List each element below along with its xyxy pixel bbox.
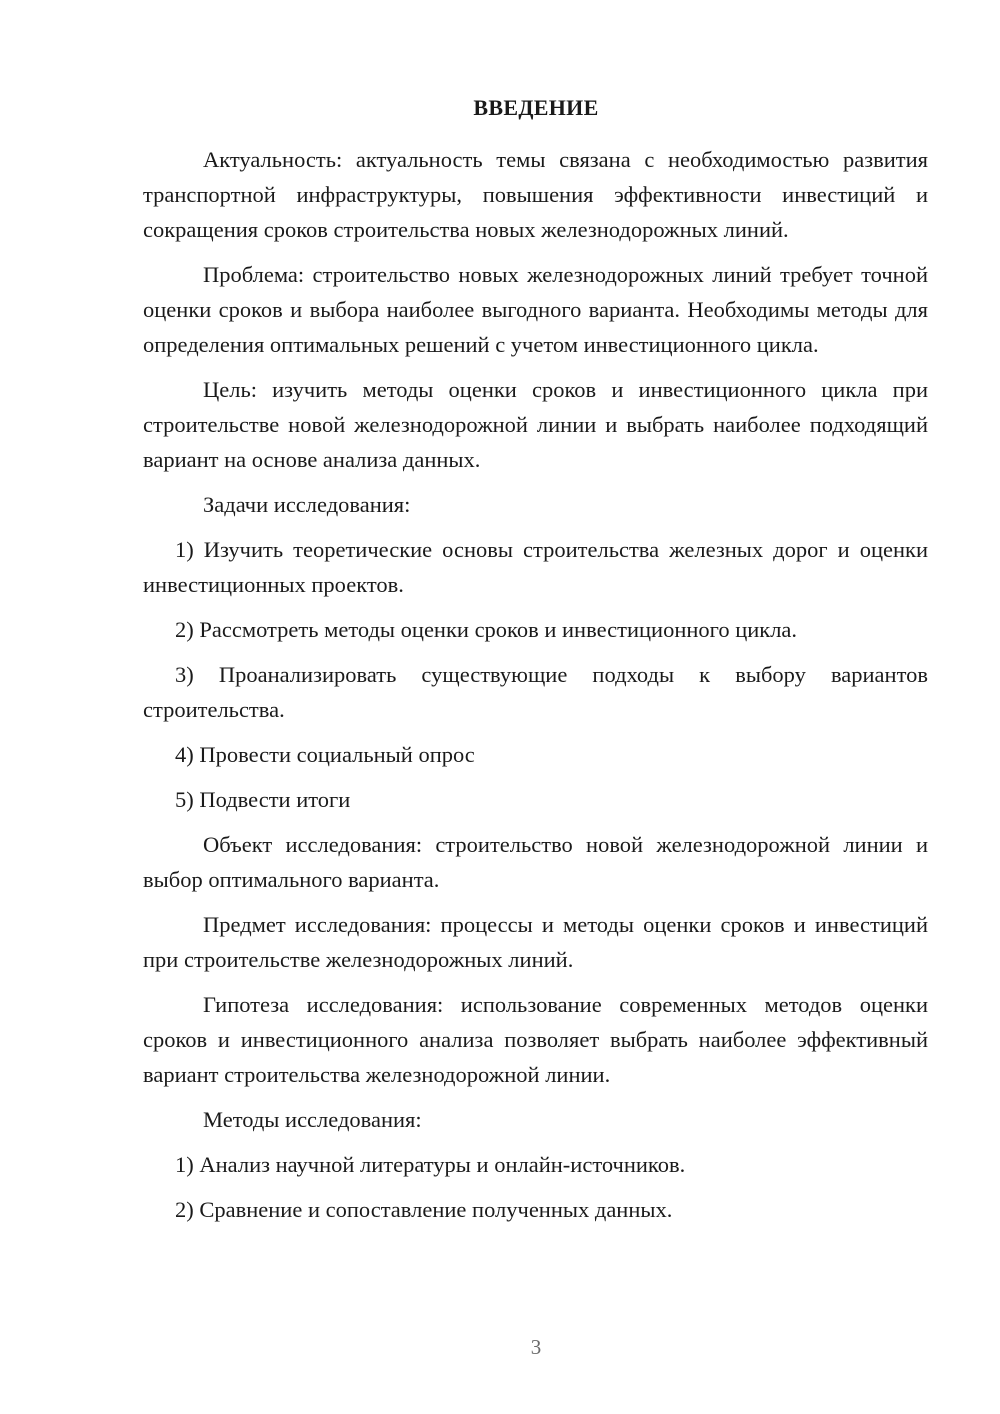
document-body bbox=[143, 142, 928, 1237]
hypothesis-paragraph: Гипотеза исследования: использование современных методов оценки сроков и инвестиционного анализа позволяет выбрать наиболее эффективный вариант строительства железнодорожной линии. bbox=[143, 992, 928, 1087]
task-item-4: 4) Провести социальный опрос bbox=[175, 742, 475, 767]
page-number: 3 bbox=[530, 1335, 542, 1359]
task-item-2: 2) Рассмотреть методы оценки сроков и инвестиционного цикла. bbox=[175, 617, 798, 642]
method-item-2: 2) Сравнение и сопоставление полученных данных. bbox=[175, 1197, 673, 1222]
task-item-5: 5) Подвести итоги bbox=[175, 787, 351, 812]
subject-paragraph: Предмет исследования: процессы и методы оценки сроков и инвестиций при строительстве железнодорожных линий. bbox=[143, 912, 928, 972]
task-item-3: 3) Проанализировать существующие подходы к выбору вариантов строительства. bbox=[143, 662, 928, 722]
goal-paragraph: Цель: изучить методы оценки сроков и инвестиционного цикла при строительстве новой железнодорожной линии и выбрать наиболее подходящий вариант на основе анализа данных. bbox=[143, 377, 928, 472]
object-paragraph: Объект исследования: строительство новой железнодорожной линии и выбор оптимального варианта. bbox=[143, 832, 928, 892]
tasks-heading: Задачи исследования: bbox=[203, 492, 411, 517]
method-item-1: 1) Анализ научной литературы и онлайн-источников. bbox=[175, 1152, 686, 1177]
relevance-paragraph: Актуальность: актуальность темы связана с необходимостью развития транспортной инфраструктуры, повышения эффективности инвестиций и сокращения сроков строительства новых железнодорожных линий. bbox=[143, 147, 928, 242]
methods-heading: Методы исследования: bbox=[203, 1107, 422, 1132]
page-title: ВВЕДЕНИЕ bbox=[473, 95, 599, 120]
task-item-1: 1) Изучить теоретические основы строительства железных дорог и оценки инвестиционных проектов. bbox=[143, 537, 928, 597]
problem-paragraph: Проблема: строительство новых железнодорожных линий требует точной оценки сроков и выбора наиболее выгодного варианта. Необходимы методы для определения оптимальных решений с учетом инвестиционного цикла. bbox=[143, 262, 928, 357]
